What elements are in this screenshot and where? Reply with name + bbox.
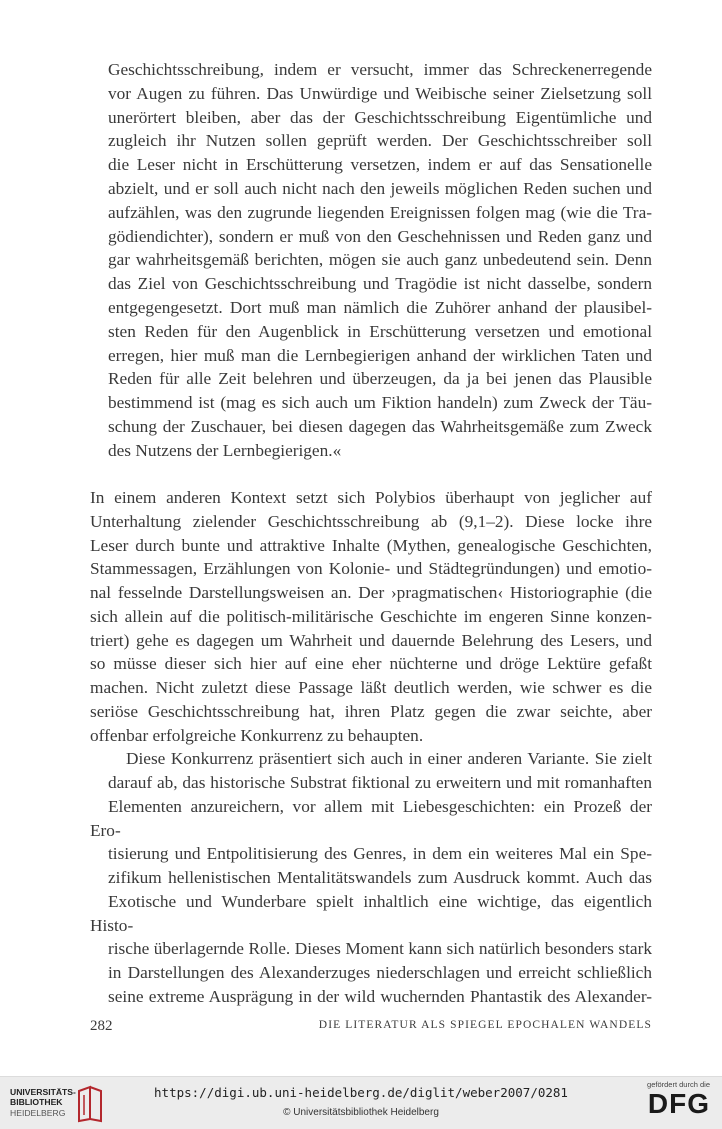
text-line: vor Augen zu führen. Das Unwürdige und Weibische seiner Zielsetzung soll xyxy=(108,83,652,103)
text-line: zugleich ihr Nutzen sollen geprüft werden. Der Geschichtsschreiber soll xyxy=(108,131,652,151)
text-line: tisierung und Entpolitisierung des Genres, in dem ein weiteres Mal ein Spe- xyxy=(108,844,652,864)
text-line: In einem anderen Kontext setzt sich Polybios überhaupt von jeglicher auf xyxy=(90,488,652,507)
text-line: Stammessagen, Erzählungen von Kolonie- und Städtegründungen) und emotio- xyxy=(90,559,652,579)
text-line: erregen, hier muß man die Lernbegierigen anhand der wirklichen Taten und xyxy=(108,345,652,365)
text-line: Exotische und Wunderbare spielt inhaltlich eine wichtige, das eigentlich Histo- xyxy=(90,891,652,935)
text-line: nal fesselnde Darstellungsweisen an. Der ›pragmatischen‹ Historiographie (die xyxy=(90,583,652,602)
paragraph xyxy=(90,486,652,747)
text-line: Unterhaltung zielender Geschichtsschreibung ab (9,1–2). Diese locke ihre xyxy=(90,511,652,531)
text-line: aufzählen, was den zugrunde liegenden Ereignissen folgen mag (wie die Tra- xyxy=(108,202,652,222)
text-line: Reden für alle Zeit belehren und überzeugen, da ja bei jenen das Plausible xyxy=(108,369,652,389)
permalink-url[interactable]: https://digi.ub.uni-heidelberg.de/diglit/weber2007/0281 xyxy=(154,1085,568,1100)
text-line: triert) gehe es dagegen um Wahrheit und dauernde Belehrung des Lesers, und xyxy=(90,630,652,650)
text-line: seriöse Geschichtsschreibung hat, ihren Platz gegen die zwar seichte, aber xyxy=(90,701,652,721)
body-text xyxy=(90,486,652,1009)
text-line: sten Reden für den Augenblick in Erschütterung versetzen und emotional xyxy=(108,321,652,341)
text-line: Geschichtsschreibung, indem er versucht, immer das Schreckenerregende xyxy=(108,60,652,79)
text-line: des Nutzens der Lernbegierigen.« xyxy=(108,440,342,460)
library-name-line: BIBLIOTHEK xyxy=(10,1097,63,1108)
text-line: zifikum hellenistischen Mentalitätswandels zum Ausdruck kommt. Auch das xyxy=(108,868,652,887)
text-line: so müsse dieser sich hier auf eine eher nüchterne und dröge Lektüre gefaßt xyxy=(90,654,652,674)
text-line: bestimmend ist (mag es sich auch um Fiktion handeln) zum Zweck der Täu- xyxy=(108,393,652,413)
quote-paragraph xyxy=(108,58,652,463)
text-line: das Ziel von Geschichtsschreibung und Tragödie ist nicht dasselbe, sondern xyxy=(108,274,652,294)
text-line: darauf ab, das historische Substrat fiktional zu erweitern und mit romanhaften xyxy=(108,773,652,792)
text-line: die Leser nicht in Erschütterung versetzen, indem er auf das Sensationelle xyxy=(108,155,652,175)
viewer-bottom-bar xyxy=(0,1076,722,1129)
dfg-logo[interactable] xyxy=(638,1080,710,1124)
text-line: Leser durch bunte und attraktive Inhalte (Mythen, genealogische Geschichten, xyxy=(90,535,652,555)
text-line: sich allein auf die politisch-militärische Geschichte im engeren Sinne konzen- xyxy=(90,606,652,626)
text-line: gödiendichter), sondern er muß von den Geschehnissen und Reden ganz und xyxy=(108,226,652,246)
funder-logo: DFG xyxy=(647,1088,710,1119)
paragraph xyxy=(90,747,652,1008)
text-line: seine extreme Ausprägung in der wild wuchernden Phantastik des Alexander- xyxy=(108,986,652,1006)
page-number: 282 xyxy=(90,1018,113,1034)
text-line: abzielt, und er soll auch nicht nach den jeweils möglichen Reden suchen und xyxy=(108,178,652,198)
text-line: unerörtert bleiben, aber das der Geschichtsschreibung Eigentümliche und xyxy=(108,107,652,127)
text-line: rische überlagernde Rolle. Dieses Moment kann sich natürlich besonders stark xyxy=(108,939,652,959)
running-head: DIE LITERATUR ALS SPIEGEL EPOCHALEN WANDELS xyxy=(318,1019,652,1031)
text-line: entgegengesetzt. Dort muß man nämlich die Zuhörer anhand der plausibel- xyxy=(108,297,652,317)
text-line: in Darstellungen des Alexanderzuges niederschlagen und erreicht schließlich xyxy=(108,963,652,982)
funder-note: gefördert durch die xyxy=(647,1080,710,1089)
text-line: schung der Zuschauer, bei diesen dagegen das Wahrheitsgemäße zum Zweck xyxy=(108,416,652,436)
text-line: machen. Nicht zuletzt diese Passage läßt deutlich werden, wie schwer es die xyxy=(90,678,652,697)
text-line: Diese Konkurrenz präsentiert sich auch in einer anderen Variante. Sie zielt xyxy=(126,749,652,769)
page-footer xyxy=(90,1018,652,1040)
copyright-notice: © Universitätsbibliothek Heidelberg xyxy=(283,1107,439,1118)
text-line: gar wahrheitsgemäß berichten, mögen sie auch ganz unbedeutend sein. Denn xyxy=(108,250,652,270)
library-name-line: UNIVERSITÄTS- xyxy=(10,1087,76,1097)
block-quote xyxy=(108,58,652,463)
library-name-line: HEIDELBERG xyxy=(10,1107,66,1118)
text-line: offenbar erfolgreiche Konkurrenz zu behaupten. xyxy=(90,725,424,745)
text-line: Elementen anzureichern, vor allem mit Liebesgeschichten: ein Prozeß der Ero- xyxy=(90,796,652,840)
